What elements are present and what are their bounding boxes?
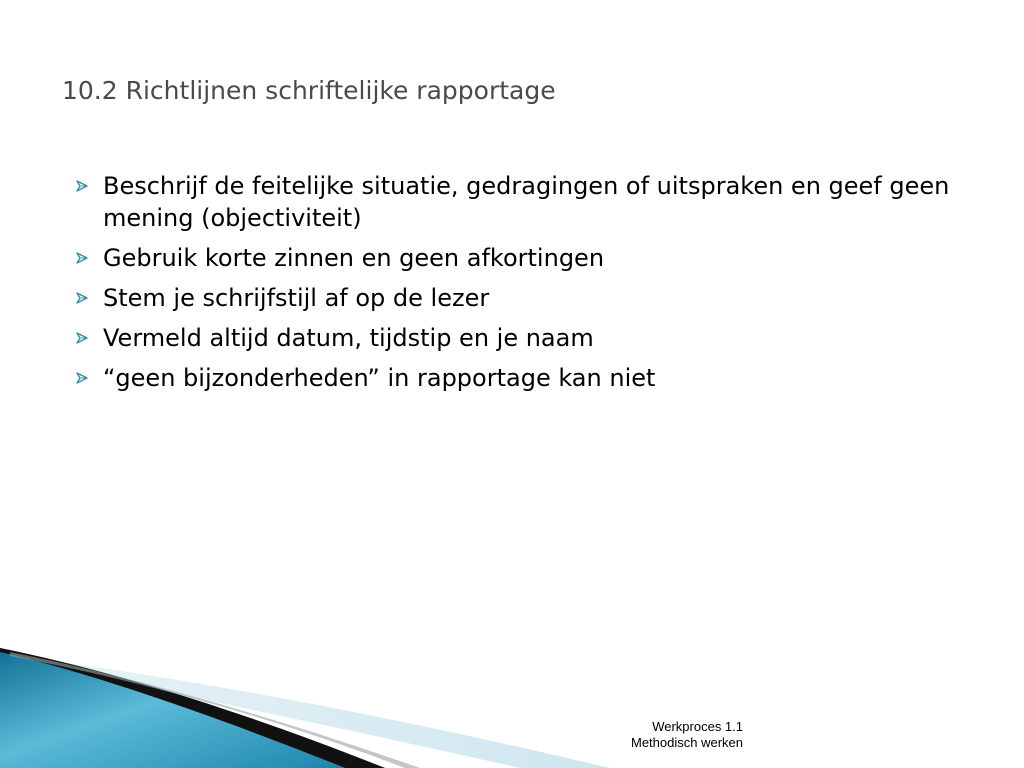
footer-line-2: Methodisch werken	[631, 735, 743, 750]
arrowhead-bullet-icon	[76, 292, 88, 304]
arrowhead-bullet-icon	[76, 372, 88, 384]
list-item	[76, 282, 956, 314]
bullet-list	[76, 170, 956, 402]
list-item	[76, 170, 956, 234]
bullet-text: Vermeld altijd datum, tijdstip en je naam	[103, 324, 594, 352]
slide-footer	[631, 719, 743, 751]
bullet-text: “geen bijzonderheden” in rapportage kan niet	[103, 364, 656, 392]
bullet-text: Gebruik korte zinnen en geen afkortingen	[103, 244, 605, 272]
arrowhead-bullet-icon	[76, 332, 88, 344]
corner-wave-decoration	[0, 600, 1024, 768]
slide-title: 10.2 Richtlijnen schriftelijke rapportage	[62, 76, 556, 105]
list-item	[76, 322, 956, 354]
list-item	[76, 242, 956, 274]
arrowhead-bullet-icon	[76, 180, 88, 192]
list-item	[76, 362, 956, 394]
arrowhead-bullet-icon	[76, 252, 88, 264]
bullet-text: Stem je schrijfstijl af op de lezer	[103, 284, 490, 312]
bullet-text: Beschrijf de feitelijke situatie, gedragingen of uitspraken en geef geen mening (objectiviteit)	[103, 172, 950, 232]
footer-line-1: Werkproces 1.1	[652, 719, 743, 734]
